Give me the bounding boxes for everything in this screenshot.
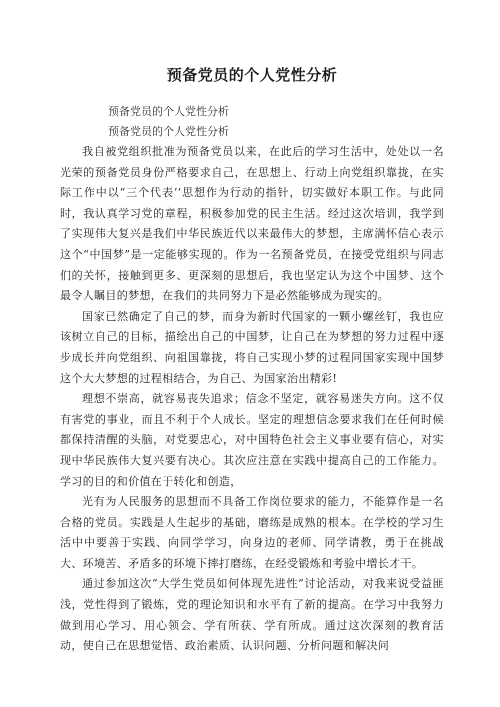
body-paragraph-3: 理想不崇高，就容易丧失追求；信念不坚定，就容易迷失方向。这不仅有害党的事业，而且不利于个人成长。坚定的理想信念要求我们在任何时候都保持清醒的头脑，对党要忠心，对中国特色社会主义事业要有信心，对实现中华民族伟大复兴要有决心。其次应注意在实践中提高自己的工作能力。学习的目的和价值在于转化和创造， xyxy=(60,392,444,488)
document-title: 预备党员的个人党性分析 xyxy=(166,66,338,84)
body-paragraph-2: 国家已然确定了自己的梦，而身为新时代国家的一颗小螺丝钉，我也应该树立自己的目标，描绘出自己的中国梦，让自己在为梦想的努力过程中逐步成长并向党组织、向祖国靠拢，将自己实现小梦的过程同国家实现中国梦这个大大梦想的过程相结合，为自己、为国家治出精彩! xyxy=(60,309,444,385)
subtitle-line-2: 预备党员的个人党性分析 xyxy=(108,125,229,138)
body-paragraph-1: 我自被党组织批准为预备党员以来，在此后的学习生活中，处处以一名光荣的预备党员身份严格要求自己，在思想上、行动上向党组织靠拢，在实际工作中以“三个代表’’思想作为行动的指针，切实做好本职工作。与此同时，我认真学习党的章程，积极参加党的民主生活。经过这次培训，我学到了实现伟大复兴是我们中华民族近代以来最伟大的梦想，主席满怀信心表示这个“中国梦”是一定能够实现的。作为一名预备党员，在接受党组织与同志们的关怀，接触到更多、更深刻的思想后，我也坚定认为这个中国梦、这个最令人瞩目的梦想，在我们的共同努力下是必然能够成为现实的。 xyxy=(60,145,444,303)
body-paragraph-5: 通过参加这次“大学生党员如何体现先进性”讨论活动，对我来说受益匪浅，党性得到了锻炼，党的理论知识和水平有了新的提高。在学习中我努力做到用心学习、用心领会、学有所获、学有所成。通过这次深刻的教育活动，使自己在思想觉悟、政治素质、认识问题、分析问题和解决问 xyxy=(60,577,444,653)
body-paragraph-4: 光有为人民服务的思想而不具备工作岗位要求的能力，不能算作是一名合格的党员。实践是人生起步的基础，磨练是成熟的根本。在学校的学习生活中中要善于实践、向同学学习，向身边的老师、同学请教，勇于在挑战大、环境苦、矛盾多的环境下摔打磨练，在经受锻炼和考验中增长才干。 xyxy=(60,495,444,570)
subtitle-line-1: 预备党员的个人党性分析 xyxy=(108,105,229,118)
